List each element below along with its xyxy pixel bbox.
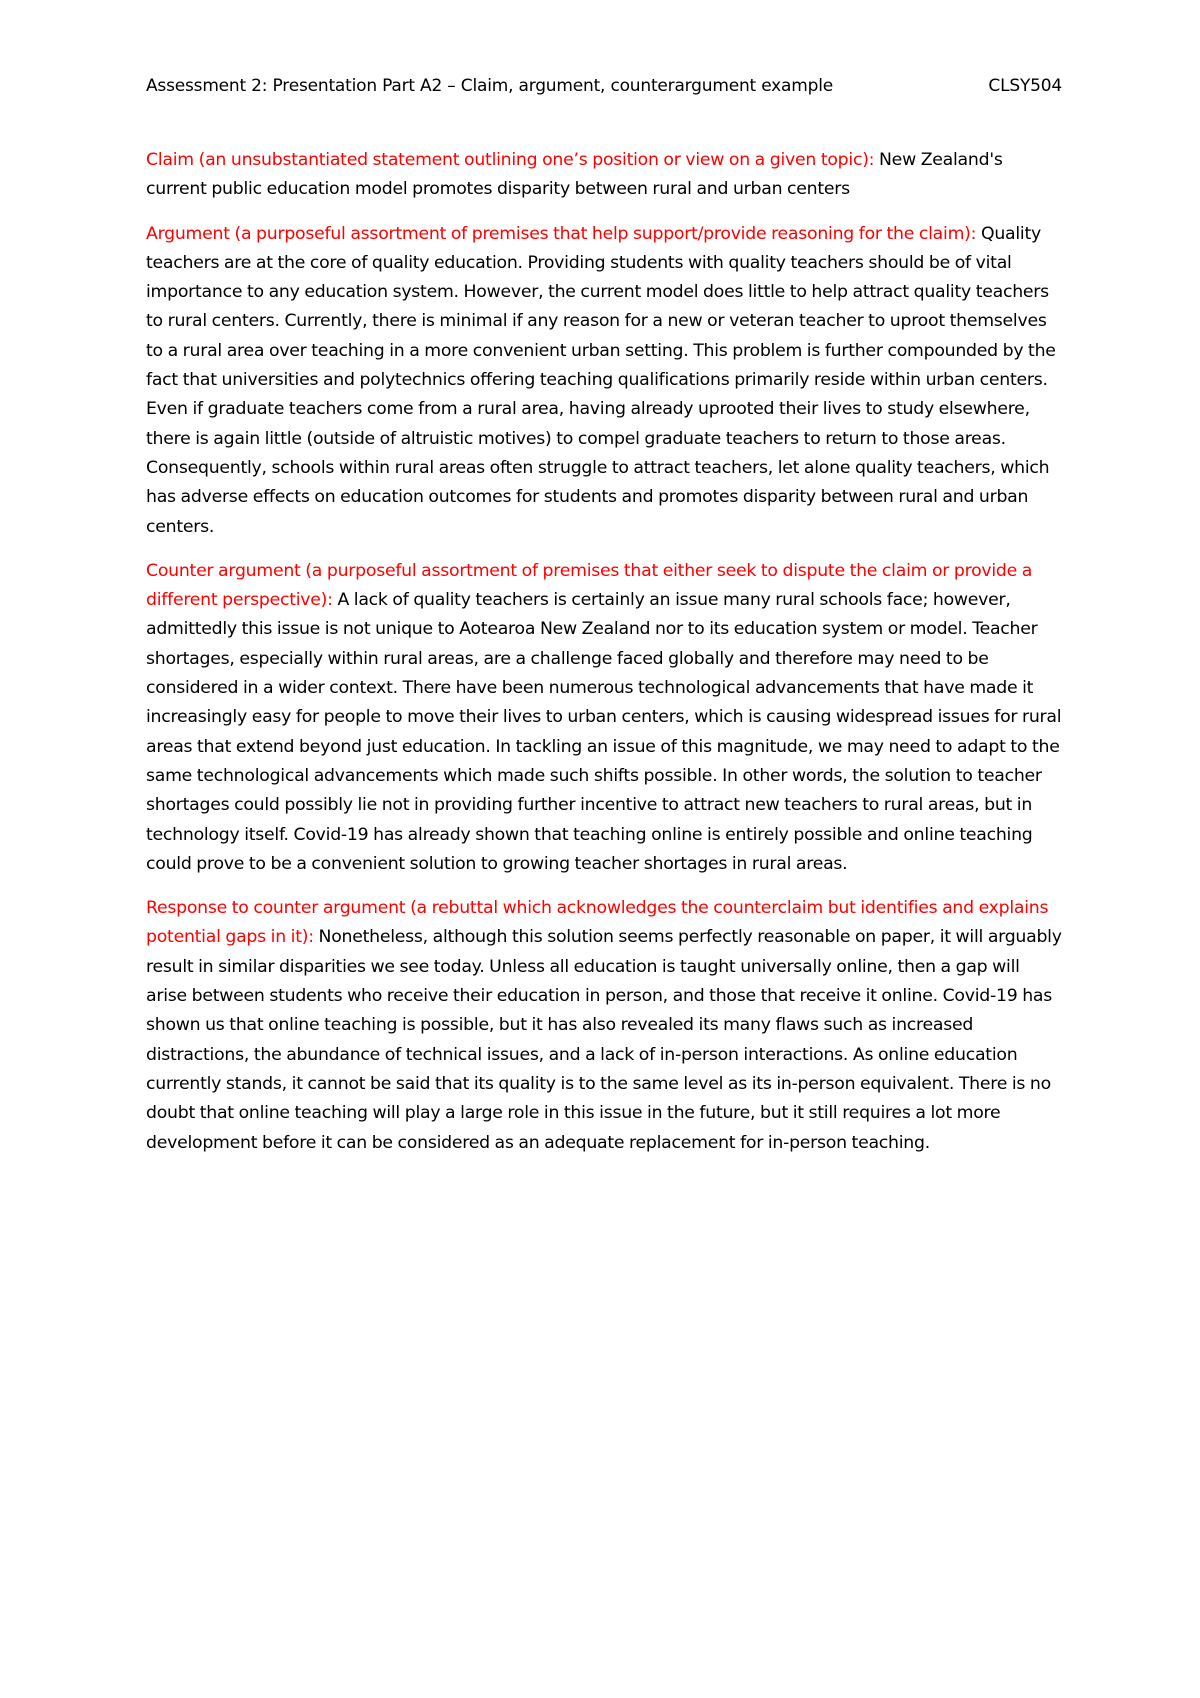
claim-text: New Zealand's current public education model promotes disparity between rural and urban centers xyxy=(146,150,1003,200)
argument-paragraph xyxy=(146,220,1062,542)
argument-text: Quality teachers are at the core of quality education. Providing students with quality teachers should be of vital importance to any education system. However, the current model does little to help attract quality teachers to rural centers. Currently, there is minimal if any reason for a new or veteran teacher to uproot themselves to a rural area over teaching in a more convenient urban setting. This problem is further compounded by the fact that universities and polytechnics offering teaching qualifications primarily reside within urban centers. Even if graduate teachers come from a rural area, having already uprooted their lives to study elsewhere, there is again little (outside of altruistic motives) to compel graduate teachers to return to those areas. Consequently, schools within rural areas often struggle to attract teachers, let alone quality teachers, which has adverse effects on education outcomes for students and promotes disparity between rural and urban centers. xyxy=(146,223,1056,537)
header-title: Assessment 2: Presentation Part A2 – Claim, argument, counterargument example xyxy=(146,76,833,96)
page-header xyxy=(146,74,1062,98)
claim-paragraph xyxy=(146,146,1062,205)
response-paragraph xyxy=(146,894,1062,1158)
counter-argument-paragraph xyxy=(146,557,1062,879)
response-text: Nonetheless, although this solution seems perfectly reasonable on paper, it will arguably result in similar disparities we see today. Unless all education is taught universally online, then a gap will arise between students who receive their education in person, and those that receive it online. Covid-19 has shown us that online teaching is possible, but it has also revealed its many flaws such as increased distractions, the abundance of technical issues, and a lack of in-person interactions. As online education currently stands, it cannot be said that its quality is to the same level as its in-person equivalent. There is no doubt that online teaching will play a large role in this issue in the future, but it still requires a lot more development before it can be considered as an adequate replacement for in-person teaching. xyxy=(146,927,1062,1153)
claim-label: Claim (an unsubstantiated statement outlining one’s position or view on a given topic): xyxy=(146,150,875,170)
document-body xyxy=(146,146,1062,1173)
argument-label: Argument (a purposeful assortment of premises that help support/provide reasoning for the claim): xyxy=(146,223,977,244)
counter-argument-label: Counter argument (a purposeful assortment of premises that either seek to dispute the claim or provide a different perspective): xyxy=(146,560,1033,611)
response-label: Response to counter argument (a rebuttal which acknowledges the counterclaim but identifies and explains potential gaps in it): xyxy=(146,898,1049,948)
counter-argument-text: A lack of quality teachers is certainly an issue many rural schools face; however, admittedly this issue is not unique to Aotearoa New Zealand nor to its education system or model. Teacher shortages, especially within rural areas, are a challenge faced globally and therefore may need to be considered in a wider context. There have been numerous technological advancements that have made it increasingly easy for people to move their lives to urban centers, which is causing widespread issues for rural areas that extend beyond just education. In tackling an issue of this magnitude, we may need to adapt to the same technological advancements which made such shifts possible. In other words, the solution to teacher shortages could possibly lie not in providing further incentive to attract new teachers to rural areas, but in technology itself. Covid-19 has already shown that teaching online is entirely possible and online teaching could prove to be a convenient solution to growing teacher shortages in rural areas. xyxy=(146,590,1062,874)
header-course-code: CLSY504 xyxy=(988,76,1062,96)
